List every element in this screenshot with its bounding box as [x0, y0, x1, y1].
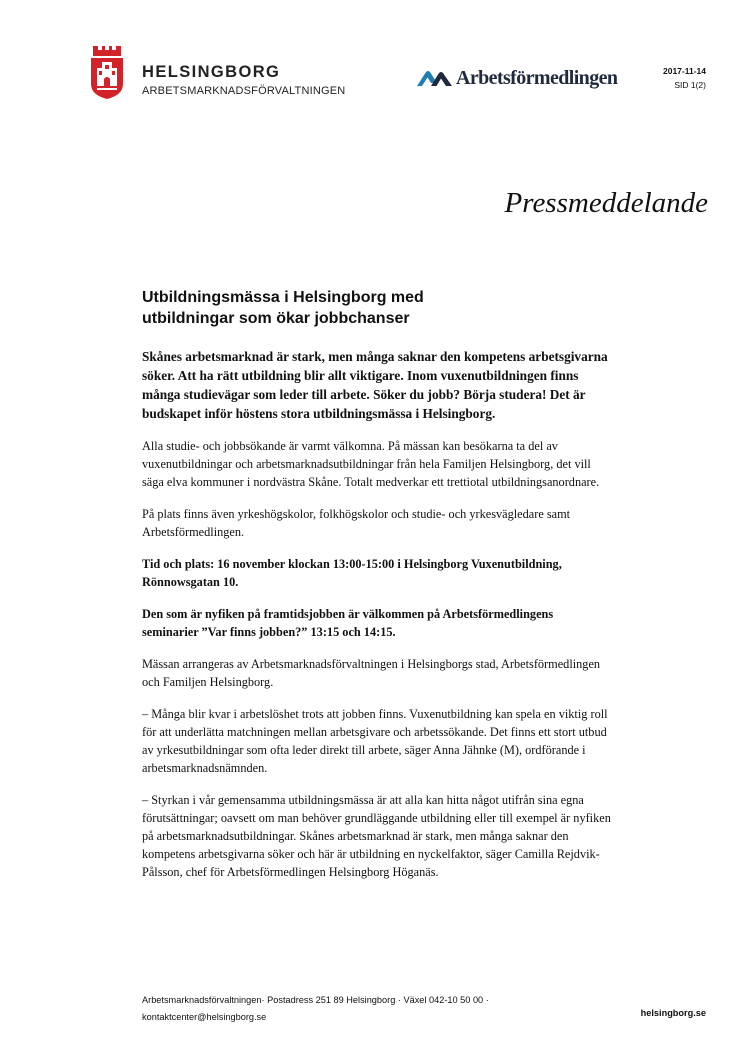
lead-paragraph: Skånes arbetsmarknad är stark, men många saknar den kompetens arbetsgivarna söker. Att ha rätt utbildning blir allt viktigare. Inom vuxenutbildningen finns många studievägar som leder till arbete. Söker du jobb? Börja studera! Det är budskapet inför höstens stora utbildningsmässa i Helsingborg.	[142, 349, 608, 421]
page-number: SID 1(2)	[674, 80, 706, 90]
quote-anna-jahnke: – Många blir kvar i arbetslöshet trots att jobben finns. Vuxenutbildning kan spela en viktig roll för att underlätta matchningen mellan arbetsgivare och arbetssökande. Det finns ett stort utbud av yrkesutbildningar som ofta leder direkt till arbete, säger Anna Jähnke (M), ordförande i arbetsmarknadsnämnden.	[142, 707, 608, 775]
document-type-title: Pressmeddelande	[504, 187, 708, 219]
footer-email[interactable]: kontaktcenter@helsingborg.se	[142, 1012, 267, 1022]
headline-line-1: Utbildningsmässa i Helsingborg med	[142, 289, 424, 306]
organization-name: HELSINGBORG	[142, 63, 281, 81]
partner-name: Arbetsförmedlingen	[456, 67, 618, 89]
department-name: ARBETSMARKNADSFÖRVALTNINGEN	[142, 85, 346, 97]
arbetsformedlingen-logo-icon	[417, 70, 453, 86]
headline	[142, 287, 582, 329]
paragraph-organizers: Mässan arrangeras av Arbetsmarknadsförvaltningen i Helsingborgs stad, Arbetsförmedlingen och Familjen Helsingborg.	[142, 657, 601, 689]
headline-line-2: utbildningar som ökar jobbchanser	[142, 310, 410, 327]
quote-camilla-rejdvik-palsson: – Styrkan i vår gemensamma utbildningsmässa är att alla kan hitta något utifrån sina egna förutsättningar; oavsett om man behöver grundläggande utbildning eller till exempel är nyfiken på arbetsmarknadsutbildningar. Skånes arbetsmarknad är stark, men många saknar den kompetens arbetsgivarna söker och här är utbildning en nyckelfaktor, säger Camilla Rejdvik-Pålsson, chef för Arbetsförmedlingen Helsingborg Höganäs.	[142, 793, 611, 879]
footer-address: Arbetsmarknadsförvaltningen· Postadress 251 89 Helsingborg · Växel 042-10 50 00 ·	[142, 995, 489, 1005]
footer-contact	[142, 992, 489, 1026]
paragraph-participants: På plats finns även yrkeshögskolor, folkhögskolor och studie- och yrkesvägledare samt Arbetsförmedlingen.	[142, 507, 571, 539]
helsingborg-coat-of-arms-icon	[90, 44, 124, 100]
paragraph-intro: Alla studie- och jobbsökande är varmt välkomna. På mässan kan besökarna ta del av vuxenutbildningar och arbetsmarknadsutbildningar från hela Familjen Helsingborg, det vill säga elva kommuner i nordvästra Skåne. Totalt medverkar ett trettiotal utbildningsanordnare.	[142, 439, 600, 489]
article-body	[142, 347, 612, 895]
time-and-place: Tid och plats: 16 november klockan 13:00-15:00 i Helsingborg Vuxenutbildning, Rönnowsgatan 10.	[142, 557, 562, 589]
footer-website[interactable]: helsingborg.se	[640, 1008, 706, 1018]
document-date: 2017-11-14	[662, 66, 706, 76]
seminar-info: Den som är nyfiken på framtidsjobben är välkommen på Arbetsförmedlingens seminarier ”Var finns jobben?” 13:15 och 14:15.	[142, 607, 554, 639]
